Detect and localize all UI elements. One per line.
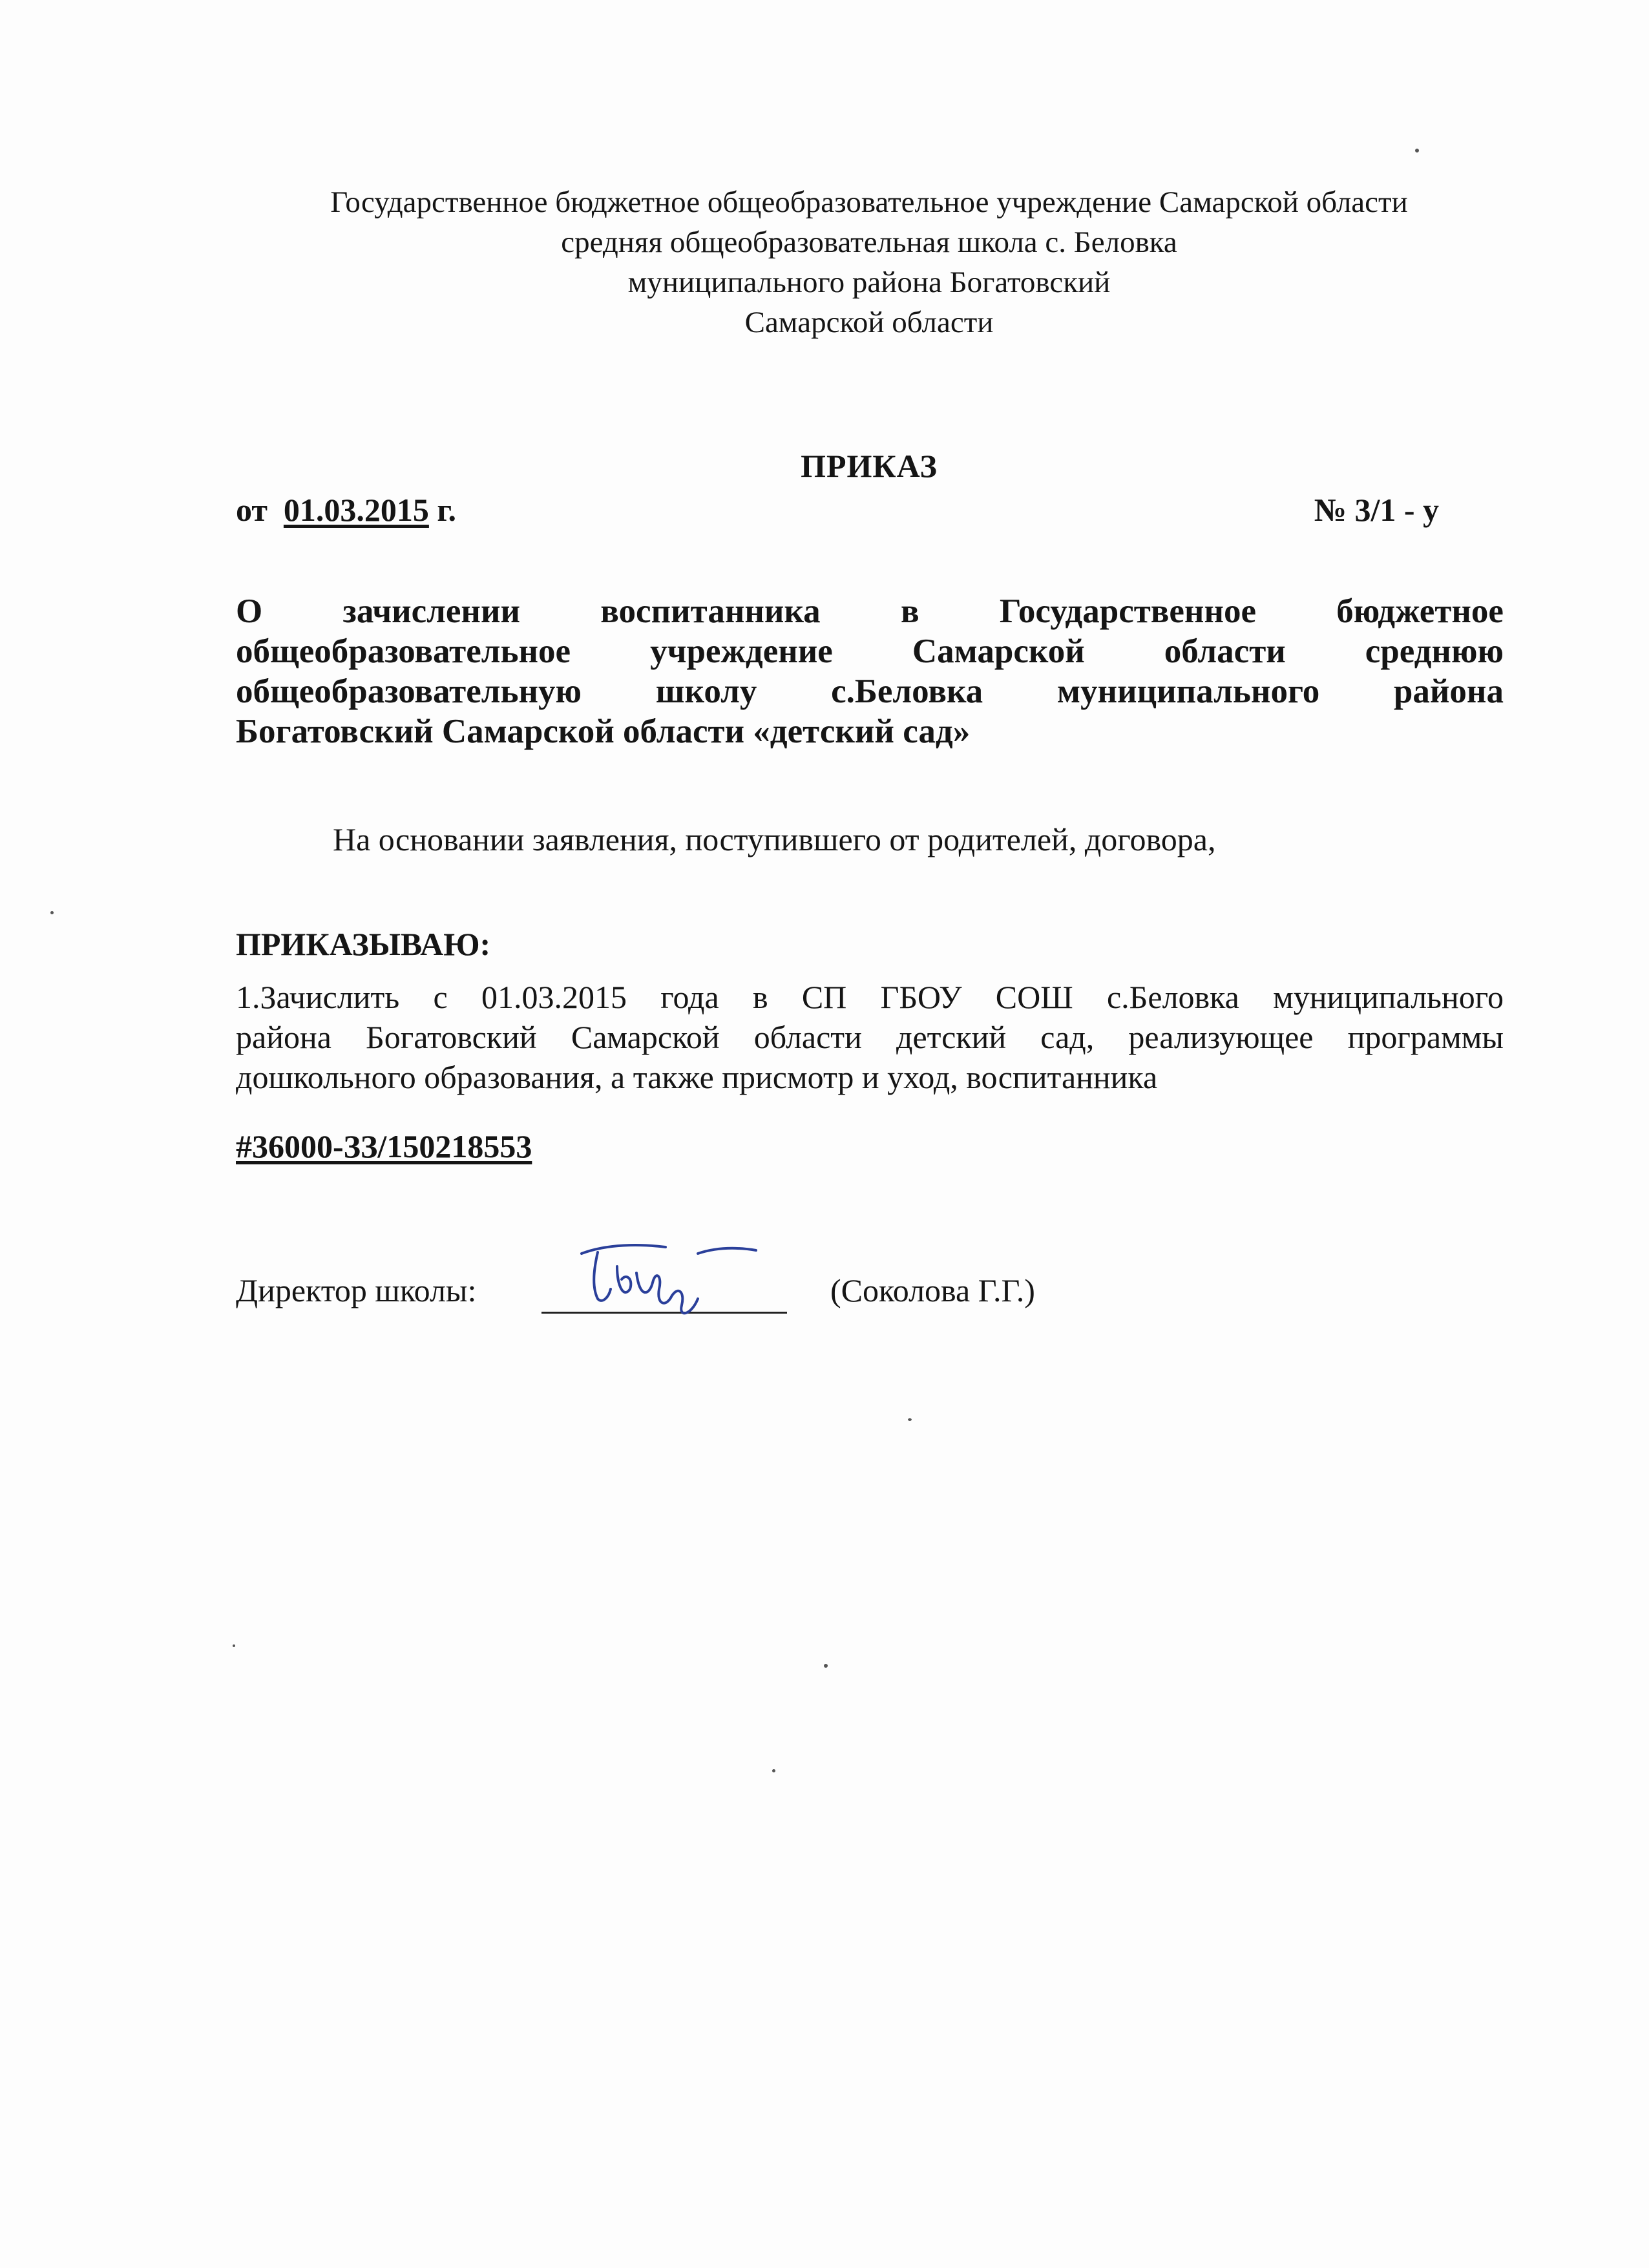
point-word: СОШ [995,979,1073,1015]
subject-word: зачислении [342,593,521,630]
order-date-group [236,491,456,529]
order-date-number-line [236,491,1439,529]
point-word: Богатовский [366,1019,537,1055]
point-word: года [660,979,719,1015]
subject-line-3 [236,671,1504,711]
header-line-4: Самарской области [744,306,994,339]
pupil-id: #36000-ЗЗ/150218553 [236,1128,532,1164]
point-word: ГБОУ [880,979,962,1015]
date-suffix: г. [437,492,456,528]
subject-word: среднюю [1365,633,1504,670]
subject-word: учреждение [650,633,833,670]
scan-speck [908,1418,912,1421]
institution-header [233,182,1506,342]
point-word: 1.Зачислить [236,979,400,1015]
subject-word: муниципального [1056,673,1320,710]
order-title: ПРИКАЗ [801,448,938,484]
point-word: программы [1347,1019,1504,1055]
subject-word: общеобразовательное [236,633,571,670]
point-word: с [433,979,448,1015]
subject-word: воспитанника [600,593,821,630]
point-line-1 [236,977,1504,1017]
order-subject [236,591,1504,751]
subject-word: О [236,593,263,630]
point-word: 01.03.2015 [481,979,627,1015]
scan-speck [824,1664,828,1668]
header-line-3: муниципального района Богатовский [627,266,1111,299]
subject-word: Самарской [912,633,1085,670]
header-line-2: средняя общеобразовательная школа с. Беловка [561,226,1177,259]
scan-speck [233,1644,235,1647]
header-line-1: Государственное бюджетное общеобразовательное учреждение Самарской области [330,185,1408,219]
point-word: с.Беловка [1106,979,1239,1015]
subject-word: Государственное [999,593,1257,630]
order-number: № 3/1 - у [1314,492,1439,528]
point-word: в [752,979,768,1015]
scan-speck [772,1769,775,1772]
subject-word: бюджетное [1336,593,1504,630]
point-word: детский [896,1019,1007,1055]
point-word: СП [801,979,847,1015]
subject-word: школу [655,673,757,710]
point-line-3: дошкольного образования, а также присмотр и уход, воспитанника [236,1059,1158,1095]
subject-line-4: Богатовский Самарской области «детский сад» [236,713,971,750]
point-word: области [753,1019,862,1055]
date-prefix: от [236,492,268,528]
signature-label: Директор школы: [236,1272,477,1308]
subject-word: в [900,593,919,630]
point-word: района [236,1019,331,1055]
point-word: реализующее [1128,1019,1314,1055]
order-directive-label: ПРИКАЗЫВАЮ: [236,926,491,962]
scan-speck [1415,149,1419,152]
subject-line-1 [236,591,1504,631]
point-word: Самарской [571,1019,720,1055]
subject-word: общеобразовательную [236,673,582,710]
point-word: муниципального [1273,979,1504,1015]
scan-speck [50,911,54,914]
subject-word: с.Беловка [831,673,983,710]
handwritten-signature [569,1228,762,1325]
director-name: (Соколова Г.Г.) [830,1272,1035,1308]
point-line-2 [236,1017,1504,1057]
order-date: 01.03.2015 [283,492,429,528]
subject-line-2 [236,631,1504,671]
subject-word: области [1164,633,1286,670]
order-point-1 [236,977,1504,1097]
order-basis: На основании заявления, поступившего от родителей, договора, [333,821,1216,857]
subject-word: района [1393,673,1504,710]
point-word: сад, [1040,1019,1095,1055]
